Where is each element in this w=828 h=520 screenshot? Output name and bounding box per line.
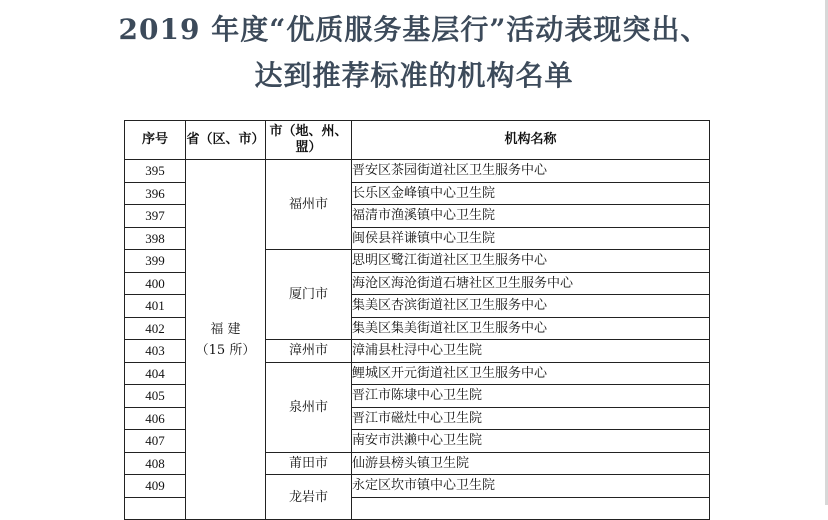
continuation-cell <box>352 497 710 520</box>
document-title-line-2: 达到推荐标准的机构名单 <box>254 59 574 92</box>
row-index: 397 <box>125 205 186 228</box>
row-index: 402 <box>125 317 186 340</box>
row-index: 406 <box>125 407 186 430</box>
institution-name: 漳浦县杜浔中心卫生院 <box>352 340 710 363</box>
row-index: 408 <box>125 452 186 475</box>
city-cell: 泉州市 <box>266 362 352 452</box>
institution-name: 南安市洪濑中心卫生院 <box>352 430 710 453</box>
institution-name: 晋江市磁灶中心卫生院 <box>352 407 710 430</box>
province-count: （15 所） <box>195 342 256 358</box>
header-city: 市（地、州、盟） <box>266 121 352 160</box>
row-index: 396 <box>125 182 186 205</box>
city-cell: 漳州市 <box>266 340 352 363</box>
city-cell: 莆田市 <box>266 452 352 475</box>
table-row <box>125 160 710 183</box>
row-index: 399 <box>125 250 186 273</box>
institution-name: 仙游县榜头镇卫生院 <box>352 452 710 475</box>
row-index: 398 <box>125 227 186 250</box>
institution-name: 鲤城区开元街道社区卫生服务中心 <box>352 362 710 385</box>
table-body <box>125 160 710 520</box>
row-index: 409 <box>125 475 186 498</box>
continuation-cell <box>125 497 186 520</box>
header-index: 序号 <box>125 121 186 160</box>
institution-name: 闽侯县祥谦镇中心卫生院 <box>352 227 710 250</box>
province-name: 福 建 <box>210 321 241 337</box>
institution-name: 集美区集美街道社区卫生服务中心 <box>352 317 710 340</box>
institution-name: 晋江市陈埭中心卫生院 <box>352 385 710 408</box>
institution-name: 长乐区金峰镇中心卫生院 <box>352 182 710 205</box>
city-cell: 龙岩市 <box>266 475 352 520</box>
institution-table <box>124 120 710 520</box>
institution-name: 晋安区茶园街道社区卫生服务中心 <box>352 160 710 183</box>
institution-name: 思明区鹭江街道社区卫生服务中心 <box>352 250 710 273</box>
city-cell: 厦门市 <box>266 250 352 340</box>
row-index: 404 <box>125 362 186 385</box>
institution-name: 福清市渔溪镇中心卫生院 <box>352 205 710 228</box>
row-index: 407 <box>125 430 186 453</box>
row-index: 401 <box>125 295 186 318</box>
row-index: 405 <box>125 385 186 408</box>
document-title-line-1: 2019 年度“优质服务基层行”活动表现突出、 <box>118 13 710 46</box>
province-cell <box>186 160 266 520</box>
institution-name: 永定区坎市镇中心卫生院 <box>352 475 710 498</box>
header-org: 机构名称 <box>352 121 710 160</box>
row-index: 400 <box>125 272 186 295</box>
table-header-row <box>125 121 710 160</box>
institution-name: 海沧区海沧街道石塘社区卫生服务中心 <box>352 272 710 295</box>
row-index: 395 <box>125 160 186 183</box>
header-province: 省（区、市） <box>186 121 266 160</box>
city-cell: 福州市 <box>266 160 352 250</box>
institution-name: 集美区杏滨街道社区卫生服务中心 <box>352 295 710 318</box>
row-index: 403 <box>125 340 186 363</box>
